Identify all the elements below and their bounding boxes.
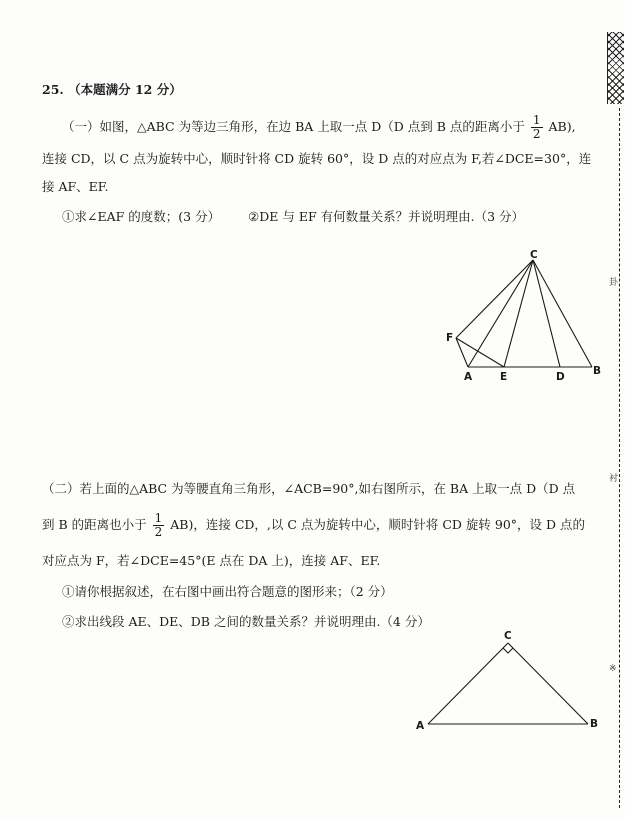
part2-line2 [42,512,585,539]
seg-CB [508,643,588,724]
part2-line3: 对应点为 F，若∠DCE=45°(E 点在 DA 上)，连接 AF、EF. [42,553,381,568]
part1-q2-text: ②DE 与 EF 有何数量关系？并说明理由.（3 分） [248,209,525,224]
label-B: B [590,718,599,730]
margin-mark-middle: 衬 [609,474,619,484]
problem-number: 25. [42,82,64,97]
fraction-numerator: 1 [154,511,163,525]
part1-q1-text: ①求∠EAF 的度数；(3 分） [62,209,221,224]
part2-line1: （二）若上面的△ABC 为等腰直角三角形，∠ACB=90°,如右图所示，在 BA 上取一点 D（D 点 [42,481,576,496]
problem-score-note: （本题满分 12 分） [68,82,182,97]
seg-CB [533,260,592,367]
label-A: A [416,720,425,732]
label-D: D [556,371,565,383]
part2-line2-text: 到 B 的距离也小于 [42,517,147,532]
fraction-half [531,114,543,141]
seg-FE [456,338,504,367]
label-B: B [593,365,602,377]
figure-1-equilateral-triangle [440,248,610,388]
part1-question-1 [62,209,524,225]
label-F: F [446,332,454,344]
margin-mark-bottom: ※ [609,664,617,674]
part1-line1 [62,114,576,141]
fraction-denominator: 2 [154,525,163,539]
seg-CD [533,260,560,367]
label-E: E [500,371,508,383]
seal-pattern [607,32,624,104]
fraction-half-2 [153,512,165,539]
figure-2-right-isosceles-triangle [412,626,607,736]
binding-dashed-line [619,108,620,808]
part1-line1-text: （一）如图，△ABC 为等边三角形，在边 BA 上取一点 D（D 点到 B 点的距离小于 [62,119,525,134]
label-C: C [530,249,538,261]
part1-line2: 连接 CD，以 C 点为旋转中心，顺时针将 CD 旋转 60°，设 D 点的对应点为 F,若∠DCE=30°，连 [42,151,592,166]
part2-question-2: ②求出线段 AE、DE、DB 之间的数量关系？并说明理由.（4 分） [62,614,430,629]
seg-CE [504,260,533,367]
part2-question-1: ①请你根据叙述，在右图中画出符合题意的图形来；（2 分） [62,584,393,599]
label-A: A [464,371,473,383]
part1-line1-tail: AB), [548,119,576,134]
fraction-denominator: 2 [532,127,541,141]
seg-CF [456,260,533,338]
margin-mark-top: 卦 [609,278,619,288]
seg-FA [456,338,468,367]
part1-line3: 接 AF、EF. [42,179,109,194]
problem-heading [42,82,182,98]
fraction-numerator: 1 [532,113,541,127]
label-C: C [504,630,512,642]
seg-CA [428,643,508,724]
part2-line2-tail: AB)，连接 CD，,以 C 点为旋转中心，顺时针将 CD 旋转 90°，设 D 点的 [170,517,586,532]
right-angle-mark [503,648,513,653]
